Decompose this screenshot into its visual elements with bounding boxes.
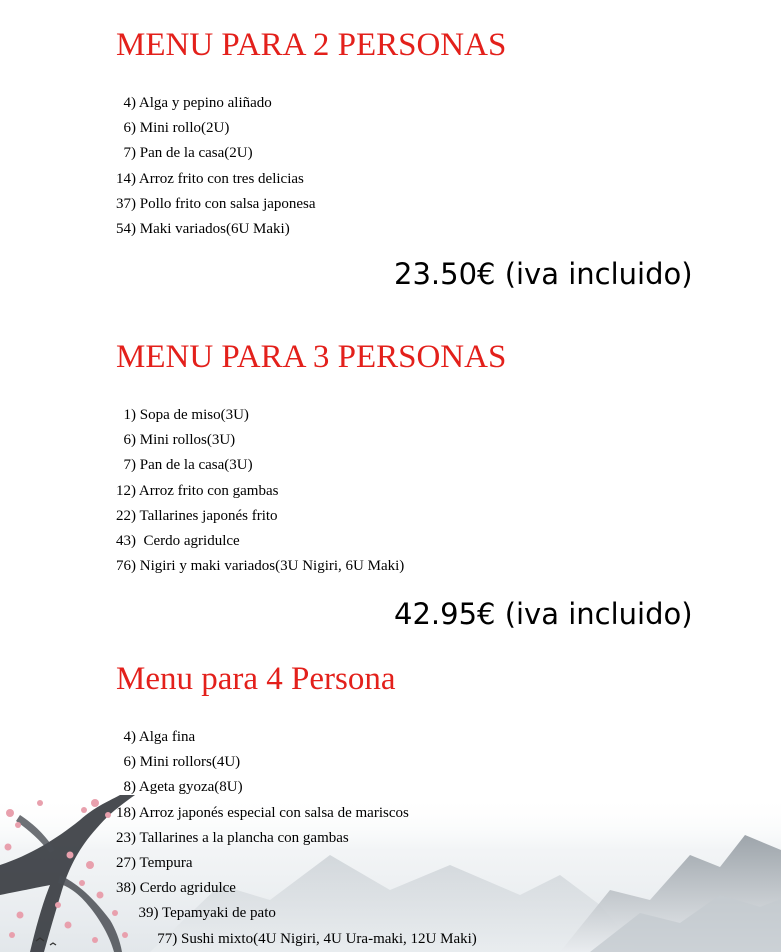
menu-title-3: MENU PARA 3 PERSONAS (116, 339, 507, 375)
list-item: 27) Tempura (116, 854, 193, 871)
list-item: 76) Nigiri y maki variados(3U Nigiri, 6U Maki) (116, 558, 405, 575)
list-item: 4) Alga y pepino aliñado (116, 95, 272, 111)
list-item: 4) Alga fina (116, 729, 196, 745)
list-item: 7) Pan de la casa(3U) (116, 457, 253, 474)
list-item: 14) Arroz frito con tres delicias (116, 170, 304, 187)
list-item: 6) Mini rollors(4U) (116, 754, 241, 771)
list-item: 23) Tallarines a la plancha con gambas (116, 829, 349, 846)
list-item: 8) Ageta gyoza(8U) (116, 779, 243, 796)
menu-title-2: MENU PARA 2 PERSONAS (116, 27, 507, 63)
menu-items-2 (116, 91, 316, 242)
list-item: 6) Mini rollo(2U) (116, 120, 230, 137)
list-item: 77) Sushi mixto(4U Nigiri, 4U Ura-maki, 12U Maki) (116, 930, 477, 947)
list-item: 39) Tepamyaki de pato (116, 905, 276, 922)
list-item: 37) Pollo frito con salsa japonesa (116, 195, 316, 212)
menu-items-4 (116, 725, 477, 952)
menu-title-4: Menu para 4 Persona (116, 661, 396, 697)
list-item: 18) Arroz japonés especial con salsa de mariscos (116, 804, 409, 821)
menu-items-3 (116, 403, 404, 579)
menu-price-2: 23.50€ (iva incluido) (394, 257, 693, 291)
list-item: 1) Sopa de miso(3U) (116, 407, 249, 423)
list-item: 54) Maki variados(6U Maki) (116, 220, 290, 237)
list-item: 7) Pan de la casa(2U) (116, 145, 253, 162)
list-item: 38) Cerdo agridulce (116, 880, 236, 897)
menu-price-3: 42.95€ (iva incluido) (394, 597, 693, 631)
list-item: 22) Tallarines japonés frito (116, 507, 278, 524)
list-item: 6) Mini rollos(3U) (116, 432, 236, 449)
list-item: 12) Arroz frito con gambas (116, 482, 279, 499)
list-item: 43) Cerdo agridulce (116, 532, 240, 549)
